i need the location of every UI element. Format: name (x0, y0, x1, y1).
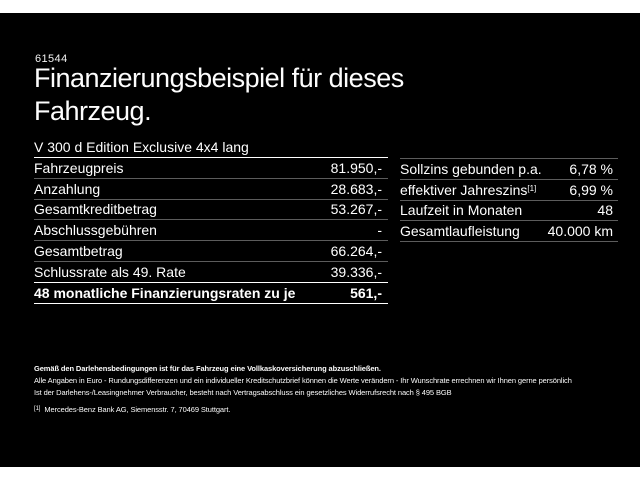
row-label-text: effektiver Jahreszins (400, 181, 528, 198)
page-title-line1: Finanzierungsbeispiel für dieses (34, 63, 404, 93)
row-label: Gesamtkreditbetrag (34, 201, 157, 218)
table-row-sollzins (400, 159, 618, 180)
table-row-laufzeit (400, 201, 618, 222)
footnote-reference: [1] (527, 183, 537, 193)
vehicle-model: V 300 d Edition Exclusive 4x4 lang (34, 135, 388, 158)
table-row-anzahlung (34, 179, 388, 200)
finance-table (34, 135, 388, 304)
row-value: - (377, 222, 382, 239)
row-label: Gesamtlaufleistung (400, 223, 520, 240)
row-label: Schlussrate als 49. Rate (34, 263, 186, 280)
row-value: 561,- (350, 284, 382, 301)
row-label: 48 monatliche Finanzierungsraten zu je (34, 284, 296, 301)
row-label: Anzahlung (34, 180, 101, 197)
row-label: Sollzins gebunden p.a. (400, 160, 542, 177)
table-row-schlussrate (34, 262, 388, 283)
row-value: 53.267,- (330, 201, 382, 218)
row-label: Gesamtbetrag (34, 243, 123, 260)
table-row-monatsrate (34, 283, 388, 304)
legal-footer (34, 363, 634, 416)
insurance-notice: Gemäß den Darlehensbedingungen ist für das Fahrzeug eine Vollkaskoversicherung abzuschließen. (34, 364, 381, 373)
row-label (400, 182, 536, 198)
row-label: Abschlussgebühren (34, 222, 157, 239)
row-label: Fahrzeugpreis (34, 159, 124, 176)
row-value: 48 (597, 202, 613, 219)
row-value: 66.264,- (330, 243, 382, 260)
row-value: 6,99 % (569, 181, 613, 198)
table-row-abschlussgebuehren (34, 220, 388, 241)
row-label: Laufzeit in Monaten (400, 202, 523, 219)
page-title-line2: Fahrzeug. (34, 96, 152, 126)
footnote-marker: [1] (34, 406, 41, 412)
conditions-table (400, 158, 618, 242)
footnote-text: Mercedes-Benz Bank AG, Siemensstr. 7, 70469 Stuttgart. (44, 405, 231, 414)
disclaimer-line-1: Alle Angaben in Euro - Rundungsdifferenzen und ein individueller Kreditschutzbrief können die Werte verändern - Ihr Wunschrate errechnen wir Ihnen gerne persönlich (34, 376, 572, 385)
table-row-gesamtkreditbetrag (34, 200, 388, 221)
disclaimer-line-2: Ist der Darlehens-/Leasingnehmer Verbraucher, besteht nach Vertragsabschluss ein gesetzliches Widerrufsrecht nach § 495 BGB (34, 388, 452, 397)
table-row-fahrzeugpreis (34, 158, 388, 179)
footnote (34, 403, 634, 416)
row-value: 39.336,- (330, 263, 382, 280)
offer-reference-number: 61544 (35, 53, 68, 65)
row-value: 40.000 km (547, 223, 613, 240)
row-value: 6,78 % (569, 160, 613, 177)
table-row-effektiver-jahreszins (400, 180, 618, 201)
row-value: 28.683,- (330, 180, 382, 197)
finance-example-panel (0, 13, 640, 467)
row-value: 81.950,- (330, 159, 382, 176)
table-row-gesamtbetrag (34, 241, 388, 262)
page-title (34, 62, 404, 128)
table-row-gesamtlaufleistung (400, 221, 618, 242)
